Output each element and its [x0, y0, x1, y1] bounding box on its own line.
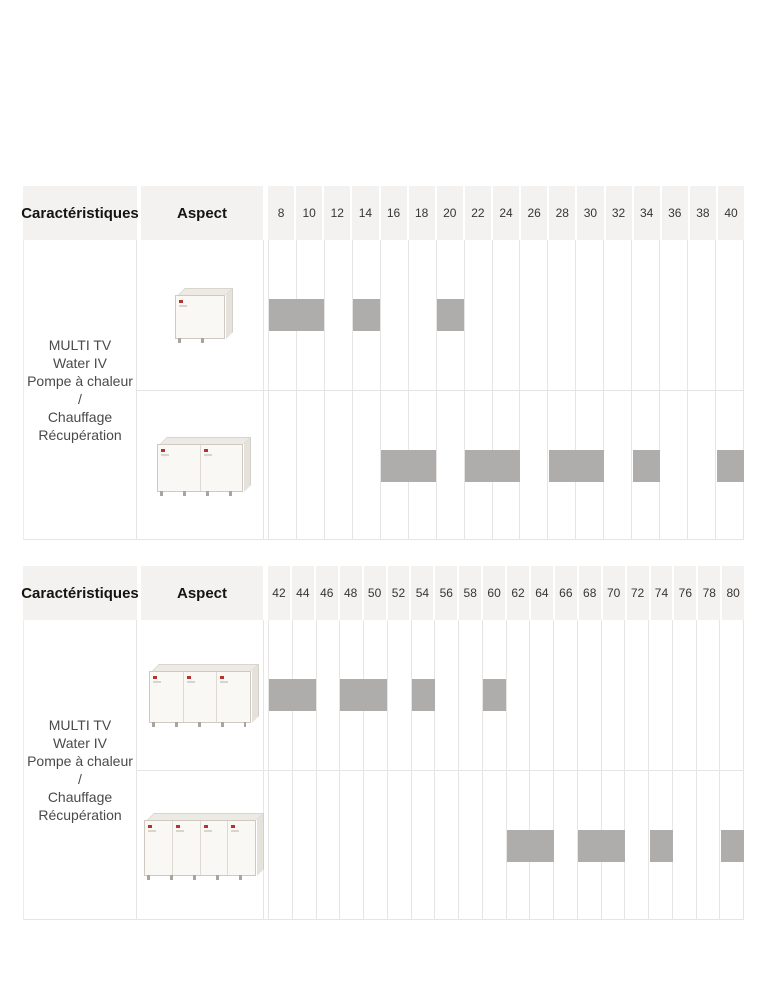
table-header-row [23, 186, 744, 240]
grid-column [529, 620, 553, 770]
unit-top-face [147, 813, 264, 820]
unit-front-face [157, 444, 243, 492]
capacity-range-bar [507, 830, 554, 862]
capacity-range-bar [717, 450, 744, 482]
capacity-column-header: 32 [604, 186, 632, 240]
grid-column [296, 391, 324, 540]
capacity-grid [268, 391, 744, 540]
grid-column [553, 620, 577, 770]
unit-side-face [244, 437, 251, 492]
capacity-column-header: 60 [481, 566, 505, 620]
capacity-column-header: 22 [463, 186, 491, 240]
capacity-column-header: 48 [338, 566, 362, 620]
grid-column [672, 771, 696, 920]
capacity-range-bar [381, 450, 436, 482]
grid-column [715, 240, 743, 390]
grid-column [687, 391, 715, 540]
outdoor-unit-image-1-module [175, 295, 225, 339]
capacity-range-bar [269, 299, 324, 331]
grid-column [268, 391, 296, 540]
unit-top-face [152, 664, 259, 671]
capacity-range-bar [437, 299, 464, 331]
unit-front-face [175, 295, 225, 339]
characteristics-header: Caractéristiques [23, 566, 137, 620]
capacity-column-header: 20 [435, 186, 463, 240]
grid-column [659, 240, 687, 390]
capacity-column-header: 34 [632, 186, 660, 240]
aspect-cell [137, 391, 264, 540]
capacity-column-header: 16 [379, 186, 407, 240]
capacity-range-bar [650, 830, 673, 862]
capacity-column-header: 36 [660, 186, 688, 240]
grid-column [687, 240, 715, 390]
grid-column [324, 240, 352, 390]
product-label [23, 240, 137, 539]
capacity-range-bar [465, 450, 520, 482]
capacity-column-header: 50 [362, 566, 386, 620]
capacity-column-header: 10 [294, 186, 322, 240]
outdoor-unit-image-2-module [157, 444, 243, 492]
grid-column [458, 771, 482, 920]
aspect-header: Aspect [141, 566, 263, 620]
outdoor-unit-image-3-module [149, 671, 251, 723]
table-header-row [23, 566, 744, 620]
unit-module [158, 445, 201, 491]
capacity-range-bar [483, 679, 506, 711]
grid-column [408, 240, 436, 390]
grid-column [603, 391, 631, 540]
capacity-column-header: 44 [290, 566, 314, 620]
product-label [23, 620, 137, 919]
capacity-range-bar [353, 299, 380, 331]
aspect-cell [137, 240, 264, 390]
grid-column [659, 391, 687, 540]
table-row [137, 770, 744, 920]
aspect-header: Aspect [141, 186, 263, 240]
capacity-column-header: 54 [409, 566, 433, 620]
product-label-line: Chauffage [47, 788, 113, 805]
unit-front-face [144, 820, 256, 876]
capacity-range-bar [578, 830, 625, 862]
unit-module [150, 672, 184, 722]
grid-column [631, 240, 659, 390]
grid-column [316, 620, 340, 770]
capacity-column-header: 80 [720, 566, 744, 620]
table-body [23, 240, 744, 540]
grid-column [339, 771, 363, 920]
unit-module [184, 672, 218, 722]
grid-column [601, 620, 625, 770]
grid-column [577, 620, 601, 770]
unit-side-face [252, 664, 259, 723]
unit-top-face [160, 437, 251, 444]
grid-column [434, 620, 458, 770]
grid-column [648, 620, 672, 770]
outdoor-unit-image-4-module [144, 820, 256, 876]
grid-column [380, 240, 408, 390]
grid-column [624, 620, 648, 770]
capacity-column-header: 56 [433, 566, 457, 620]
capacity-column-header: 72 [625, 566, 649, 620]
grid-column [387, 620, 411, 770]
grid-column [268, 771, 292, 920]
unit-module [228, 821, 255, 875]
grid-column [411, 771, 435, 920]
capacity-column-header: 62 [505, 566, 529, 620]
spec-table [23, 566, 744, 920]
grid-column [352, 391, 380, 540]
product-label-line: Pompe à chaleur / [27, 752, 133, 787]
grid-column [464, 240, 492, 390]
unit-side-face [257, 813, 264, 876]
capacity-header-strip [266, 566, 744, 620]
capacity-range-bar [549, 450, 604, 482]
characteristics-header: Caractéristiques [23, 186, 137, 240]
grid-column [696, 771, 720, 920]
unit-module [201, 445, 243, 491]
capacity-grid [268, 240, 744, 390]
capacity-column-header: 42 [266, 566, 290, 620]
capacity-column-header: 70 [601, 566, 625, 620]
grid-column [696, 620, 720, 770]
product-label-line: MULTI TV [48, 336, 112, 353]
aspect-cell [137, 620, 264, 770]
table-body [23, 620, 744, 920]
table-row [137, 390, 744, 540]
capacity-column-header: 12 [322, 186, 350, 240]
product-label-line: MULTI TV [48, 716, 112, 733]
unit-module [217, 672, 250, 722]
capacity-column-header: 78 [696, 566, 720, 620]
capacity-column-header: 64 [529, 566, 553, 620]
capacity-column-header: 52 [386, 566, 410, 620]
product-label-line: Récupération [38, 426, 122, 443]
unit-module [145, 821, 173, 875]
product-label-line: Water IV [53, 734, 107, 751]
product-label-line: Récupération [38, 806, 122, 823]
grid-column [672, 620, 696, 770]
capacity-column-header: 38 [688, 186, 716, 240]
table-row [137, 240, 744, 390]
capacity-range-bar [340, 679, 387, 711]
unit-module [173, 821, 201, 875]
grid-column [506, 620, 530, 770]
capacity-column-header: 30 [575, 186, 603, 240]
grid-column [434, 771, 458, 920]
capacity-column-header: 76 [672, 566, 696, 620]
capacity-column-header: 46 [314, 566, 338, 620]
grid-column [519, 391, 547, 540]
capacity-column-header: 66 [553, 566, 577, 620]
grid-column [387, 771, 411, 920]
capacity-range-bar [269, 679, 316, 711]
capacity-column-header: 18 [407, 186, 435, 240]
capacity-grid [268, 620, 744, 770]
capacity-header-strip [266, 186, 744, 240]
grid-column [324, 391, 352, 540]
grid-column [547, 240, 575, 390]
table-row [137, 620, 744, 770]
grid-column [719, 620, 743, 770]
unit-module [201, 821, 229, 875]
grid-column [292, 771, 316, 920]
capacity-column-header: 24 [491, 186, 519, 240]
capacity-range-bar [633, 450, 660, 482]
grid-column [363, 771, 387, 920]
capacity-column-header: 26 [519, 186, 547, 240]
grid-column [458, 620, 482, 770]
unit-top-face [178, 288, 233, 295]
product-label-line: Pompe à chaleur / [27, 372, 133, 407]
grid-column [553, 771, 577, 920]
capacity-column-header: 74 [649, 566, 673, 620]
grid-column [482, 771, 506, 920]
unit-module [176, 296, 224, 338]
aspect-cell [137, 771, 264, 920]
capacity-range-bar [721, 830, 744, 862]
capacity-column-header: 40 [716, 186, 744, 240]
capacity-column-header: 28 [547, 186, 575, 240]
grid-column [575, 240, 603, 390]
unit-front-face [149, 671, 251, 723]
unit-side-face [226, 288, 233, 339]
capacity-column-header: 58 [457, 566, 481, 620]
grid-column [519, 240, 547, 390]
grid-column [492, 240, 520, 390]
product-label-line: Water IV [53, 354, 107, 371]
spec-table [23, 186, 744, 540]
grid-column [603, 240, 631, 390]
product-label-line: Chauffage [47, 408, 113, 425]
grid-column [436, 391, 464, 540]
capacity-grid [268, 771, 744, 920]
grid-column [624, 771, 648, 920]
capacity-column-header: 14 [350, 186, 378, 240]
capacity-column-header: 8 [266, 186, 294, 240]
grid-column [316, 771, 340, 920]
capacity-range-bar [412, 679, 435, 711]
capacity-column-header: 68 [577, 566, 601, 620]
